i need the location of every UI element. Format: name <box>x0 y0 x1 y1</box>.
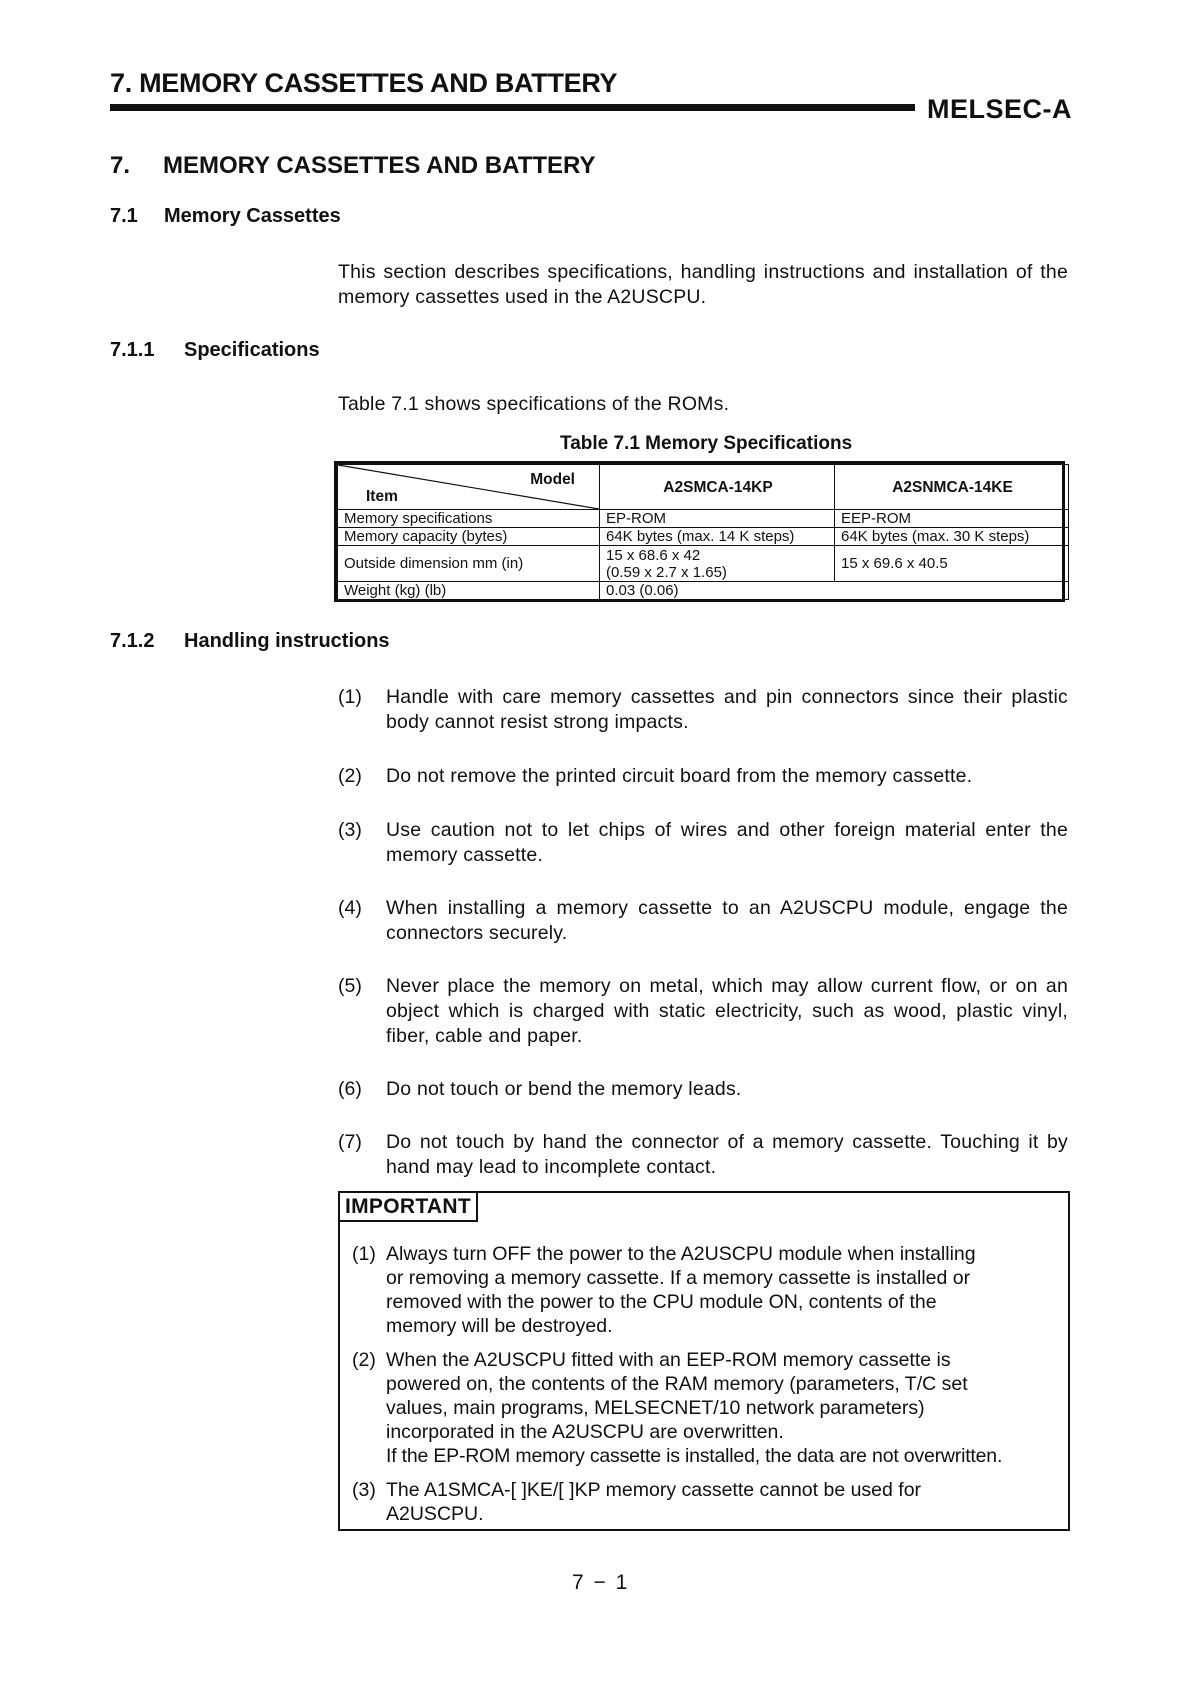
section-number: 7.1.2 <box>110 630 155 652</box>
table-corner-cell <box>338 465 600 510</box>
important-number: (1) <box>352 1243 376 1265</box>
important-line: or removing a memory cassette. If a memory cassette is installed or <box>386 1267 971 1289</box>
header-rule <box>110 104 915 111</box>
list-item <box>338 818 1068 868</box>
important-item <box>352 1478 1052 1526</box>
table-cell: 64K bytes (max. 30 K steps) <box>835 528 1069 546</box>
running-header-title: 7. MEMORY CASSETTES AND BATTERY <box>110 68 618 98</box>
dimension-mm: 15 x 68.6 x 42 <box>606 546 701 564</box>
memory-spec-table <box>334 461 1065 602</box>
section-heading-7-1-2 <box>110 630 390 653</box>
table-cell <box>600 546 835 582</box>
list-text: Handle with care memory cassettes and pin connectors since their plastic body cannot resist strong impacts. <box>386 686 1068 733</box>
list-number: (7) <box>338 1131 362 1153</box>
list-item <box>338 1130 1068 1180</box>
important-number: (3) <box>352 1479 376 1501</box>
table-cell: 15 x 69.6 x 40.5 <box>835 546 1069 582</box>
list-number: (5) <box>338 975 362 997</box>
list-item <box>338 685 1068 735</box>
list-number: (4) <box>338 897 362 919</box>
important-item <box>352 1242 1052 1338</box>
row-label: Outside dimension mm (in) <box>338 546 600 582</box>
important-line: A2USCPU. <box>386 1503 484 1525</box>
section-title: Memory Cassettes <box>164 205 341 227</box>
list-number: (2) <box>338 765 362 787</box>
table-header-row <box>338 465 1069 510</box>
column-header-a2smca: A2SMCA-14KP <box>600 465 835 510</box>
section-title: Handling instructions <box>184 630 390 652</box>
list-text: Do not touch by hand the connector of a memory cassette. Touching it by hand may lead to incomplete contact. <box>386 1131 1068 1178</box>
table-row <box>338 510 1069 528</box>
page-number: 7 − 1 <box>572 1571 630 1594</box>
list-item <box>338 974 1068 1049</box>
chapter-number: 7. <box>110 152 131 179</box>
important-line: incorporated in the A2USCPU are overwritten. <box>386 1421 784 1443</box>
list-text: Do not remove the printed circuit board from the memory cassette. <box>386 765 973 787</box>
section-title: Specifications <box>184 339 320 361</box>
list-item <box>338 896 1068 946</box>
list-text: Never place the memory on metal, which may allow current flow, or on an object which is charged with static electricity, such as wood, plastic vinyl, fiber, cable and paper. <box>386 975 1068 1047</box>
specifications-text: Table 7.1 shows specifications of the ROMs. <box>338 393 730 415</box>
important-line: Always turn OFF the power to the A2USCPU module when installing <box>386 1243 976 1265</box>
table-cell: EEP-ROM <box>835 510 1069 528</box>
list-number: (3) <box>338 819 362 841</box>
list-text: Do not touch or bend the memory leads. <box>386 1078 742 1100</box>
list-item <box>338 1077 1068 1102</box>
important-line: If the EP-ROM memory cassette is installed, the data are not overwritten. <box>386 1445 1003 1467</box>
row-label: Memory specifications <box>338 510 600 528</box>
important-text <box>386 1348 1052 1468</box>
important-number: (2) <box>352 1349 376 1371</box>
table-cell: 64K bytes (max. 14 K steps) <box>600 528 835 546</box>
table-cell: EP-ROM <box>600 510 835 528</box>
list-text: Use caution not to let chips of wires and other foreign material enter the memory cassette. <box>386 819 1068 866</box>
section-heading-7-1 <box>110 205 341 228</box>
table-cell-merged: 0.03 (0.06) <box>600 582 1069 600</box>
table-caption: Table 7.1 Memory Specifications <box>560 433 853 454</box>
section-number: 7.1.1 <box>110 339 155 361</box>
important-line: The A1SMCA-[ ]KE/[ ]KP memory cassette cannot be used for <box>386 1479 922 1501</box>
important-line: When the A2USCPU fitted with an EEP-ROM memory cassette is <box>386 1349 951 1371</box>
row-label: Memory capacity (bytes) <box>338 528 600 546</box>
important-text <box>386 1478 1052 1526</box>
list-text: When installing a memory cassette to an A2USCPU module, engage the connectors securely. <box>386 897 1068 944</box>
important-box <box>338 1191 1070 1531</box>
important-line: memory will be destroyed. <box>386 1315 613 1337</box>
row-label: Weight (kg) (lb) <box>338 582 600 600</box>
section-number: 7.1 <box>110 205 138 227</box>
list-number: (1) <box>338 686 362 708</box>
table-row <box>338 546 1069 582</box>
important-line: values, main programs, MELSECNET/10 network parameters) <box>386 1397 925 1419</box>
column-header-a2snmca: A2SNMCA-14KE <box>835 465 1069 510</box>
chapter-title: MEMORY CASSETTES AND BATTERY <box>163 152 596 179</box>
important-item <box>352 1348 1052 1468</box>
dimension-in: (0.59 x 2.7 x 1.65) <box>606 563 727 581</box>
important-text <box>386 1242 1052 1338</box>
brand-label: MELSEC-A <box>927 94 1072 124</box>
important-label: IMPORTANT <box>338 1191 478 1222</box>
list-item <box>338 764 1068 789</box>
table-row <box>338 528 1069 546</box>
section-intro-text: This section describes specifications, handling instructions and installation of the memory cassettes used in the A2USCPU. <box>338 261 1068 308</box>
corner-item-label: Item <box>366 488 398 505</box>
list-number: (6) <box>338 1078 362 1100</box>
important-line: powered on, the contents of the RAM memory (parameters, T/C set <box>386 1373 968 1395</box>
table-row <box>338 582 1069 600</box>
chapter-heading <box>110 152 595 180</box>
section-heading-7-1-1 <box>110 339 320 362</box>
important-line: removed with the power to the CPU module ON, contents of the <box>386 1291 937 1313</box>
corner-model-label: Model <box>530 471 575 488</box>
